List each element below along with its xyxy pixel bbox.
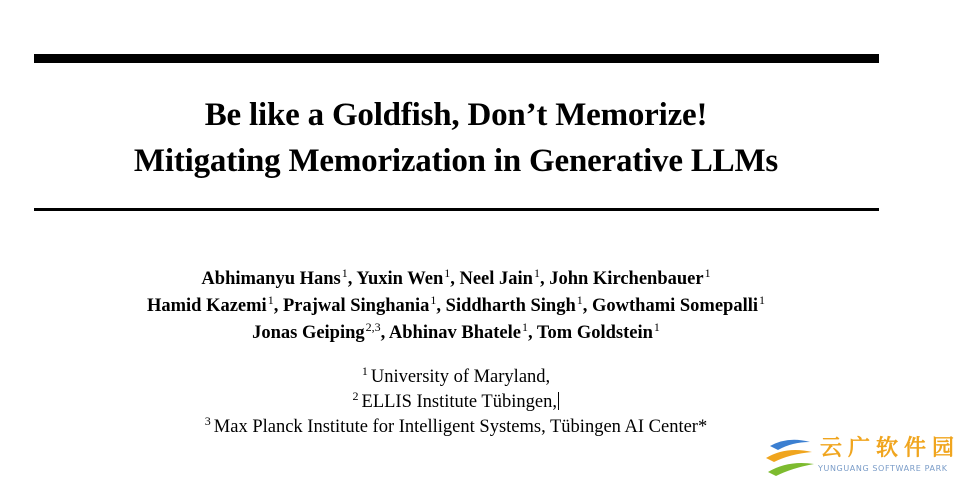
author-affiliation-mark: 1: [533, 266, 540, 280]
author-affiliation-mark: 1: [267, 293, 274, 307]
author-name: John Kirchenbauer: [549, 269, 704, 289]
author-affiliation-mark: 1: [444, 266, 451, 280]
affiliation-3: $^3$ Max Planck Institute for Intelligent Systems, Tübingen AI Center*: [204, 414, 708, 437]
author-affiliation-mark: 1: [430, 293, 437, 307]
author-affiliation-mark: 1: [521, 320, 528, 334]
author-affiliation-mark: 2,3: [365, 320, 381, 334]
author-name: Hamid Kazemi: [146, 296, 267, 316]
watermark-logo-icon: [764, 436, 816, 478]
author-line-3: Jonas Geiping$^{2,3}$, Abhinav Bhatele$^1$, Tom Goldstein$^1$: [252, 320, 660, 343]
author-name: Jonas Geiping: [252, 323, 365, 343]
watermark-subtitle: YUNGUANG SOFTWARE PARK: [818, 464, 948, 473]
author-name: Tom Goldstein: [536, 323, 653, 343]
author-line-1: Abhimanyu Hans$^1$, Yuxin Wen$^1$, Neel Jain$^1$, John Kirchenbauer$^1$: [201, 266, 711, 289]
author-affiliation-mark: 1: [653, 320, 660, 334]
bottom-rule: [34, 208, 879, 211]
author-affiliation-mark: 1: [759, 293, 766, 307]
author-list: [0, 266, 912, 347]
top-rule: [34, 54, 879, 63]
title-line-1: Be like a Goldfish, Don’t Memorize!: [204, 97, 708, 133]
author-name: Siddharth Singh: [445, 296, 576, 316]
watermark-brand: 云广软件园: [820, 436, 960, 461]
author-affiliation-mark: 1: [576, 293, 583, 307]
watermark: [764, 432, 960, 482]
author-affiliation-mark: 1: [704, 266, 711, 280]
author-affiliation-mark: 1: [341, 266, 348, 280]
affiliation-1: $^1$ University of Maryland,: [361, 364, 551, 387]
author-name: Neel Jain: [459, 269, 533, 289]
paper-title: [0, 92, 912, 184]
title-line-2: Mitigating Memorization in Generative LLMs: [133, 143, 779, 179]
author-name: Prajwal Singhania: [282, 296, 430, 316]
author-name: Abhinav Bhatele: [388, 323, 521, 343]
author-line-2: Hamid Kazemi$^1$, Prajwal Singhania$^1$, Siddharth Singh$^1$, Gowthami Somepalli$^1$: [146, 293, 766, 316]
author-name: Gowthami Somepalli: [592, 296, 759, 316]
text-cursor: [558, 392, 560, 410]
affiliation-2: $^2$ ELLIS Institute Tübingen,: [0, 390, 912, 415]
author-name: Yuxin Wen: [356, 269, 444, 289]
affiliation-list: [0, 365, 912, 440]
author-name: Abhimanyu Hans: [201, 269, 341, 289]
